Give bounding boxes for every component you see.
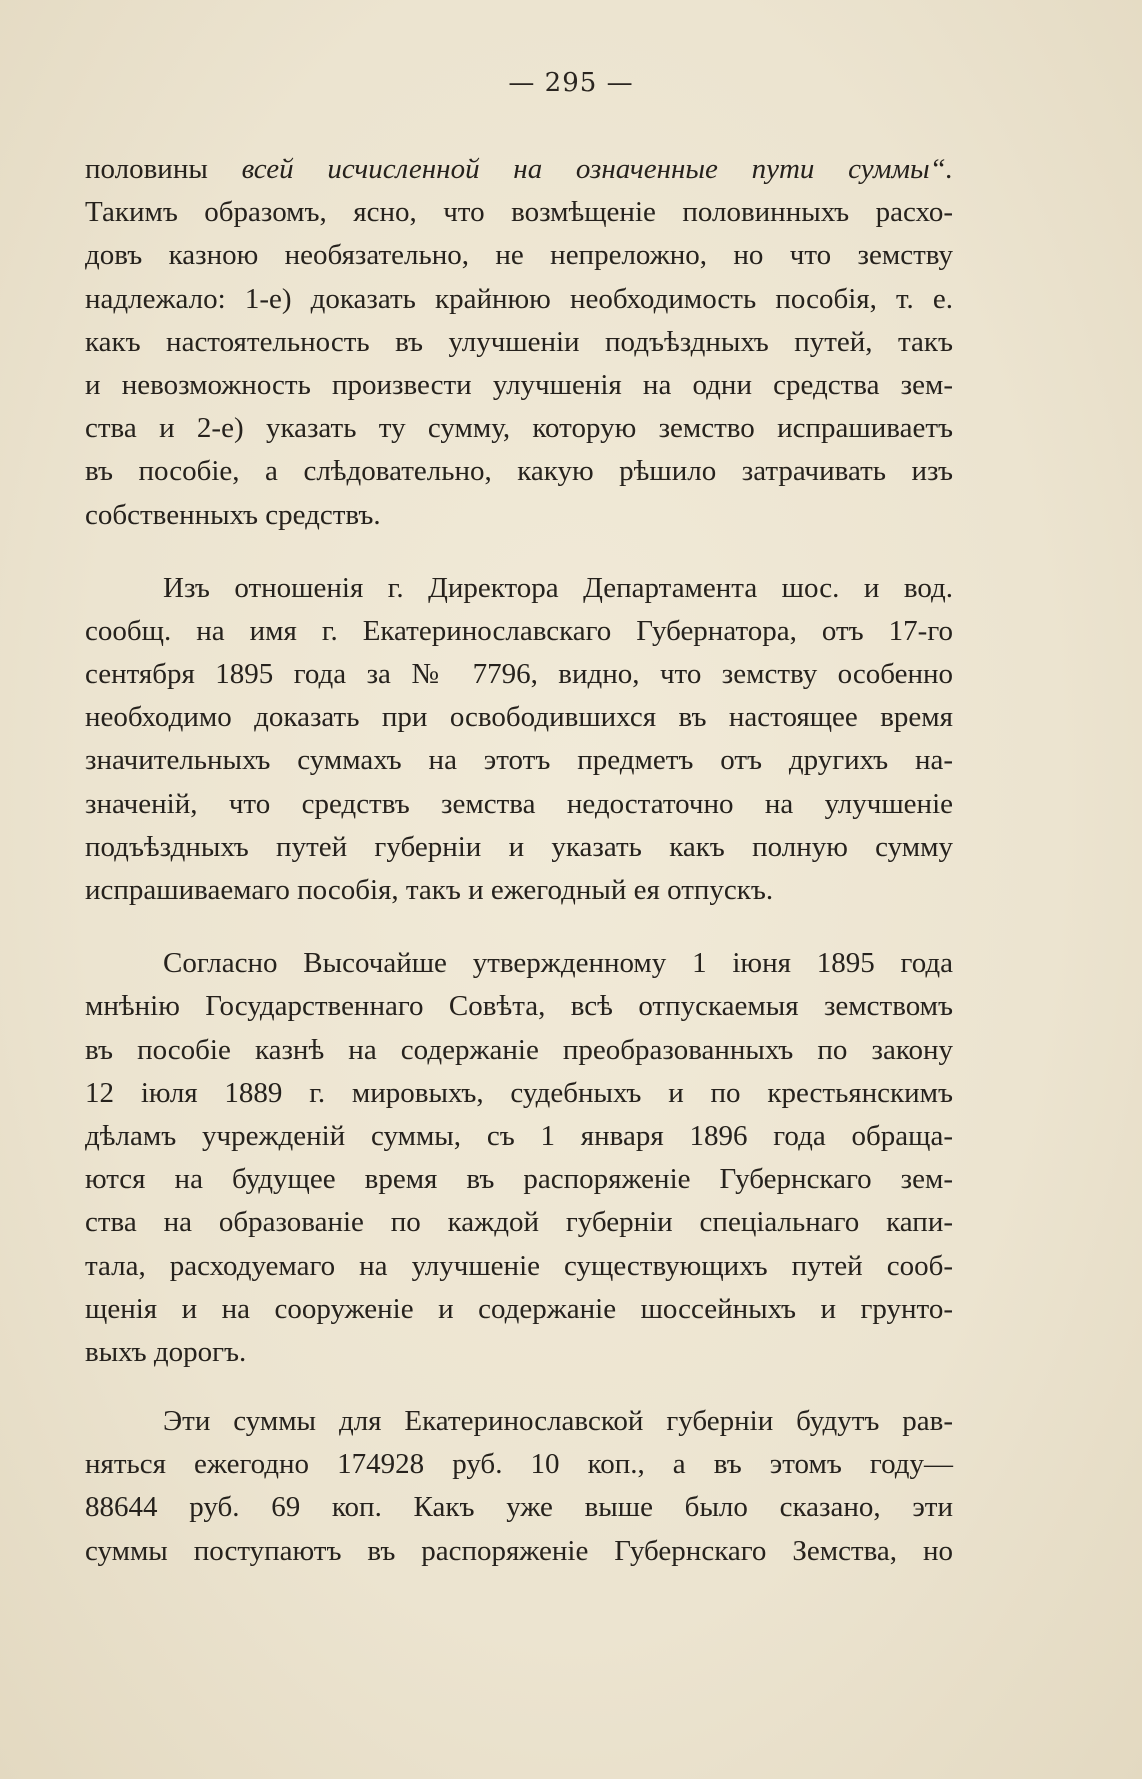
paragraph [85, 567, 953, 913]
text-line: выхъ дорогъ. [85, 1335, 247, 1368]
text-line: 12 іюля 1889 г. мировыхъ, судебныхъ и по крестьянскимъ [85, 1076, 953, 1109]
text-line: сообщ. на имя г. Екатеринославскаго Губернатора, отъ 17-го [85, 614, 953, 647]
text-line: суммы поступаютъ въ распоряженіе Губернскаго Земства, но [85, 1534, 953, 1567]
text-line: и невозможность произвести улучшенія на одни средства зем- [85, 368, 953, 401]
paragraph-gap [85, 1374, 953, 1400]
text-line: собственныхъ средствъ. [85, 498, 381, 531]
text-line: щенія и на сооруженіе и содержаніе шоссейныхъ и грунто- [85, 1292, 953, 1325]
text-line: дѣламъ учрежденій суммы, съ 1 января 1896 года обраща- [85, 1119, 953, 1152]
text-line: значеній, что средствъ земства недостаточно на улучшеніе [85, 787, 953, 820]
text-line: Согласно Высочайше утвержденному 1 іюня 1895 года [163, 947, 953, 980]
text-line: тала, расходуемаго на улучшеніе существующихъ путей сооб- [85, 1249, 953, 1282]
text-line: Такимъ образомъ, ясно, что возмѣщеніе половинныхъ расхо- [85, 196, 953, 229]
text-line: въ пособіе, а слѣдовательно, какую рѣшило затрачивать изъ [85, 455, 953, 488]
text-line: ства на образованіе по каждой губерніи спеціальнаго капи- [85, 1206, 953, 1239]
paragraph-gap [85, 912, 953, 942]
text-line: ются на будущее время въ распоряженіе Губернскаго зем- [85, 1163, 953, 1196]
italic-quote: всей исчисленной на означенные пути суммы“. [241, 153, 953, 185]
body-text [85, 148, 953, 1573]
text-line: испрашиваемаго пособія, такъ и ежегодный ея отпускъ. [85, 874, 774, 906]
page-number: — 295 — [508, 68, 634, 98]
paragraph [85, 942, 953, 1374]
text-line: какъ настоятельность въ улучшеніи подъѣздныхъ путей, такъ [85, 325, 953, 358]
text-line: довъ казною необязательно, не непреложно, но что земству [85, 239, 953, 272]
text-line: подъѣздныхъ путей губерніи и указать какъ полную сумму [85, 830, 953, 863]
paragraph [85, 148, 953, 537]
text-line: Эти суммы для Екатеринославской губерніи будутъ рав- [163, 1405, 953, 1438]
paragraph-gap [85, 537, 953, 567]
text-line: мнѣнію Государственнаго Совѣта, всѣ отпускаемыя земствомъ [85, 990, 953, 1023]
text-line: 88644 руб. 69 коп. Какъ уже выше было сказано, эти [85, 1491, 953, 1524]
text-line: въ пособіе казнѣ на содержаніе преобразованныхъ по закону [85, 1033, 953, 1066]
text-line: необходимо доказать при освободившихся въ настоящее время [85, 701, 953, 734]
text-line: надлежало: 1-е) доказать крайнюю необходимость пособія, т. е. [85, 282, 953, 315]
text-line: Изъ отношенія г. Директора Департамента шос. и вод. [163, 571, 953, 604]
text-line: значительныхъ суммахъ на этотъ предметъ отъ другихъ на- [85, 744, 953, 777]
paragraph [85, 1400, 953, 1573]
text-line: ства и 2-е) указать ту сумму, которую земство испрашиваетъ [85, 412, 953, 445]
text-line: няться ежегодно 174928 руб. 10 коп., а въ этомъ году— [85, 1448, 953, 1481]
text-line: сентября 1895 года за № 7796, видно, что земству особенно [85, 658, 953, 691]
text-span: половины [85, 153, 242, 185]
text-line [85, 148, 953, 191]
